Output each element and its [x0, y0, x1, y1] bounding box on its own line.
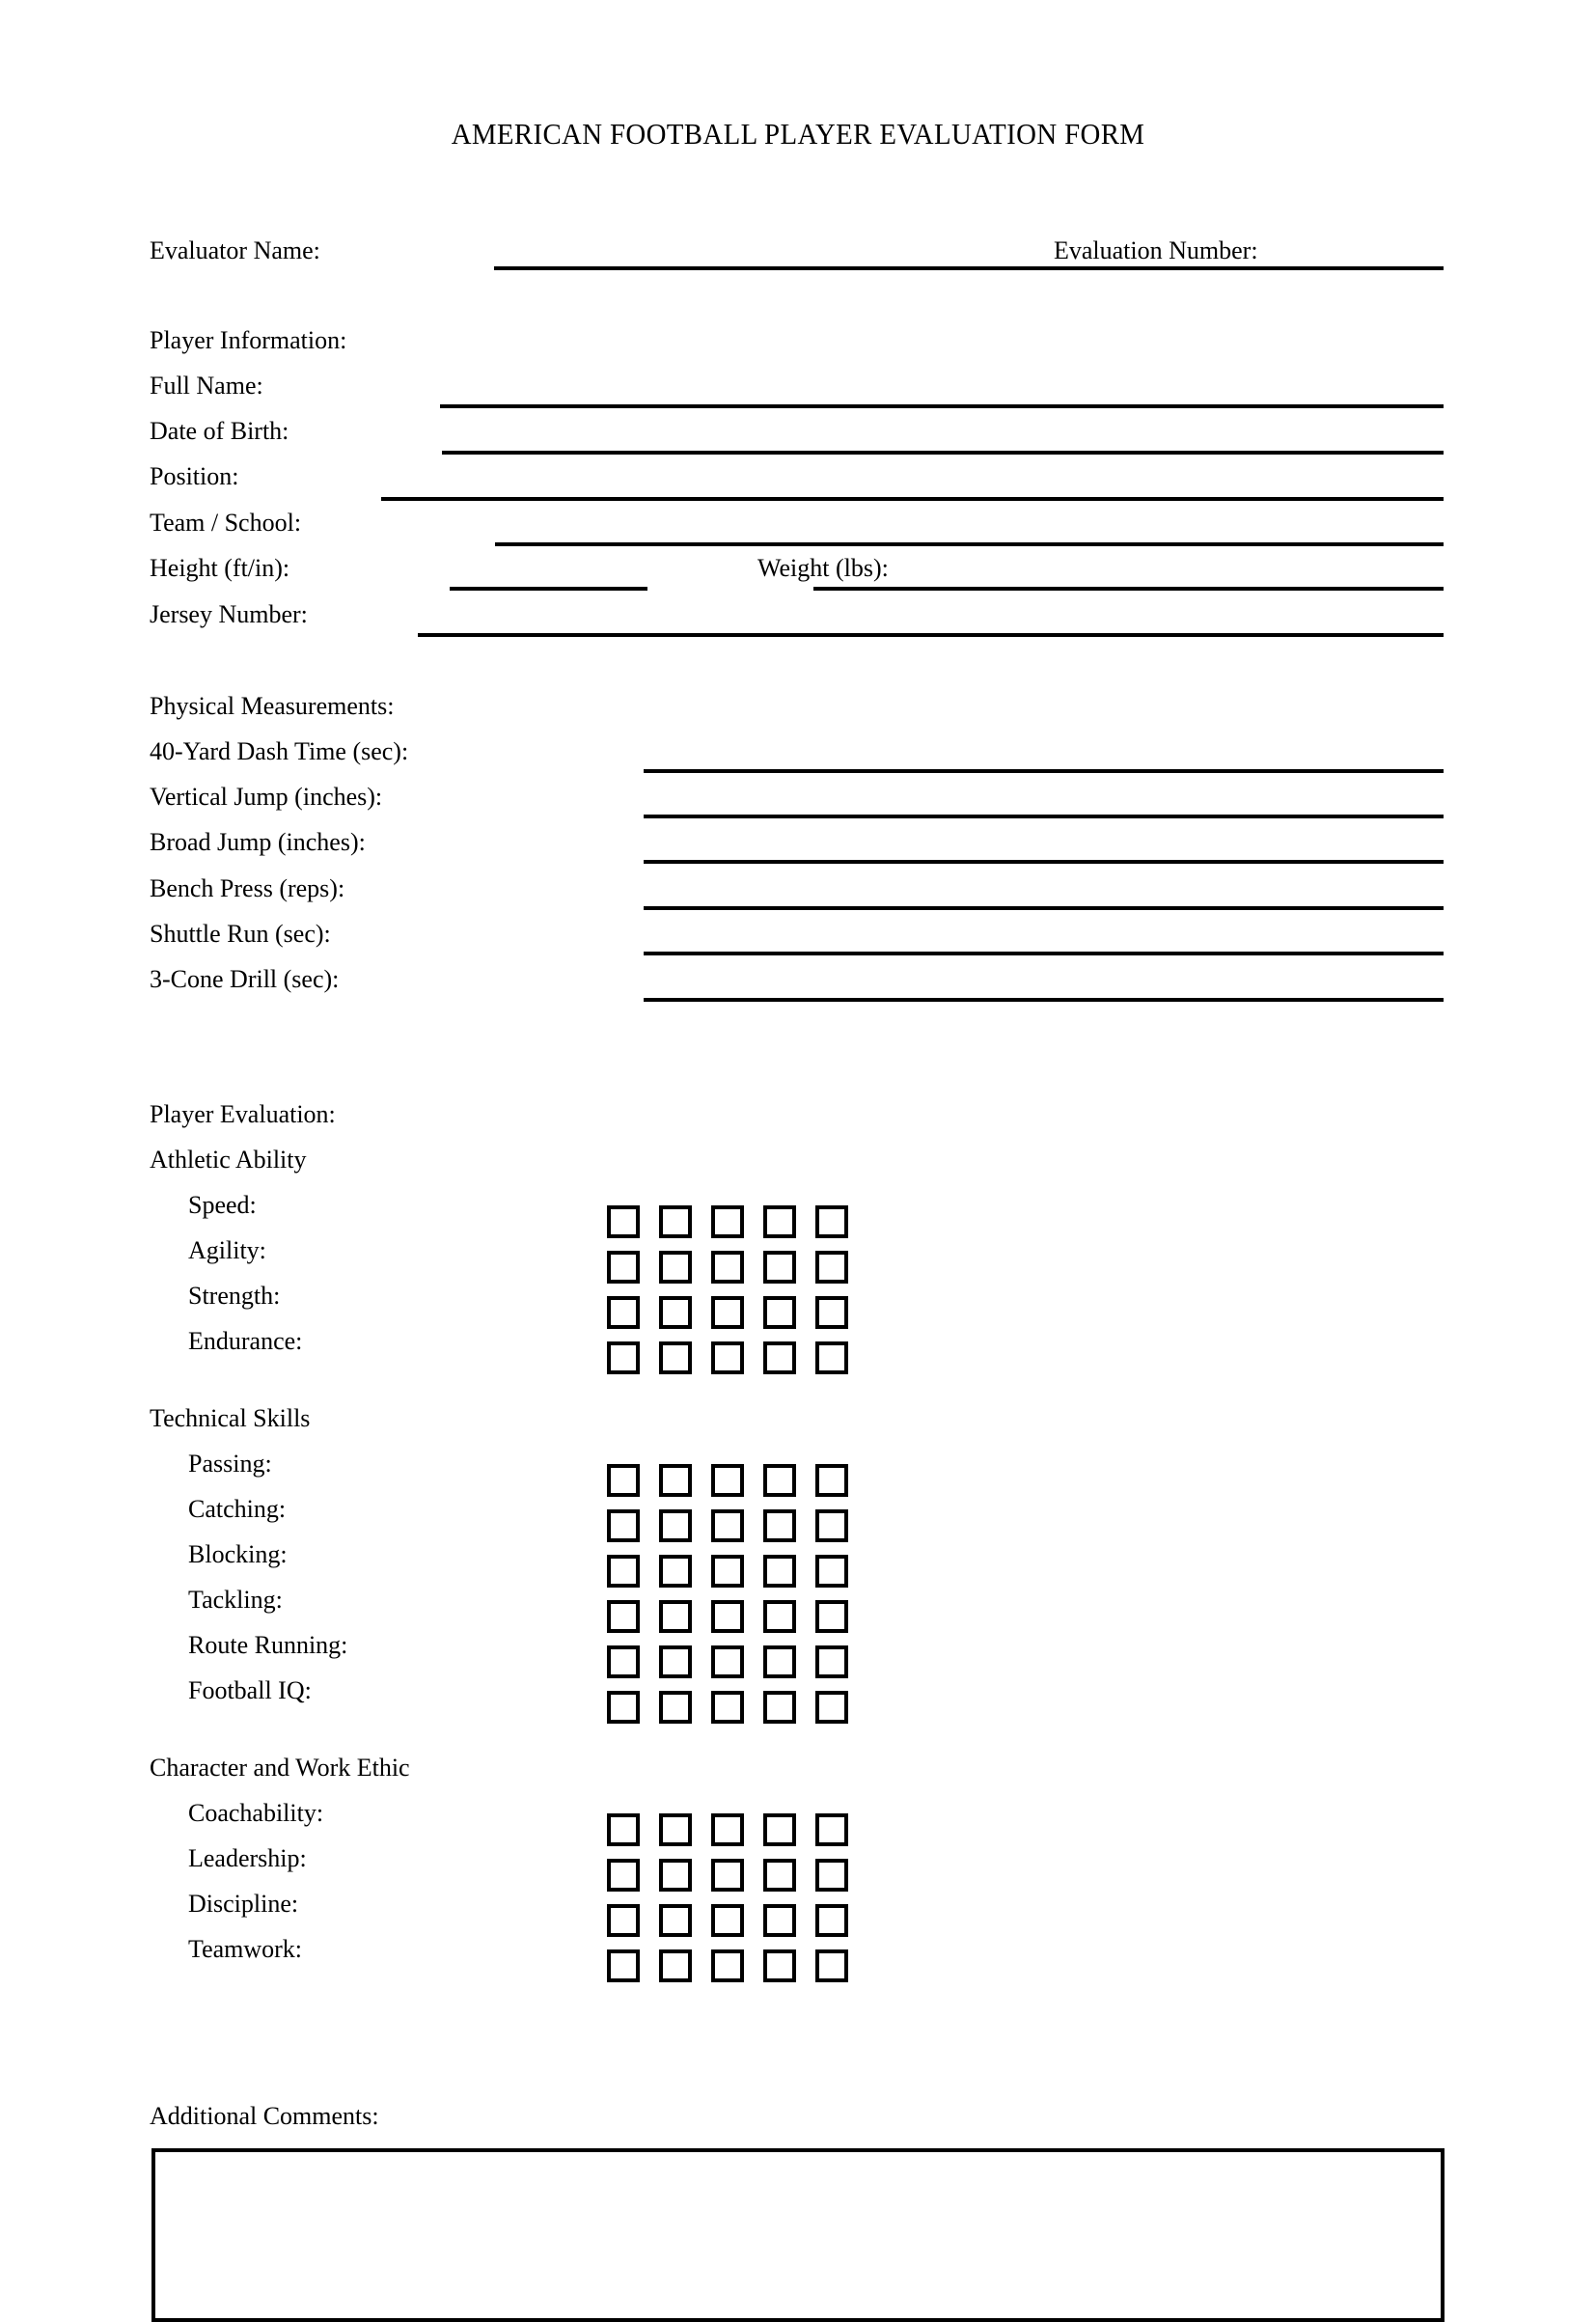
rating-checkbox-football-iq-2[interactable] — [659, 1691, 692, 1724]
rating-checkbox-leadership-2[interactable] — [659, 1859, 692, 1892]
rating-checkbox-leadership-4[interactable] — [763, 1859, 796, 1892]
rating-checkbox-endurance-5[interactable] — [815, 1341, 848, 1374]
additional-comments-textarea[interactable] — [151, 2148, 1445, 2322]
jersey-number-label: Jersey Number: — [150, 600, 308, 628]
group-heading-technical-skills: Technical Skills — [150, 1404, 311, 1432]
rating-checkbox-coachability-5[interactable] — [815, 1813, 848, 1846]
rating-label-coachability: Coachability: — [188, 1799, 324, 1827]
rating-checkbox-football-iq-3[interactable] — [711, 1691, 744, 1724]
rating-checkbox-strength-1[interactable] — [607, 1296, 640, 1329]
position-label: Position: — [150, 462, 239, 490]
rating-checkbox-speed-2[interactable] — [659, 1205, 692, 1238]
rating-checkbox-speed-5[interactable] — [815, 1205, 848, 1238]
team-school-label: Team / School: — [150, 509, 302, 537]
rating-checkbox-coachability-4[interactable] — [763, 1813, 796, 1846]
rating-checkbox-tackling-2[interactable] — [659, 1600, 692, 1633]
rating-checkbox-discipline-5[interactable] — [815, 1904, 848, 1937]
broad-jump-input[interactable] — [644, 860, 1444, 864]
group-heading-athletic-ability: Athletic Ability — [150, 1146, 307, 1174]
rating-checkbox-leadership-5[interactable] — [815, 1859, 848, 1892]
dash-40-label: 40-Yard Dash Time (sec): — [150, 737, 409, 765]
rating-checkbox-agility-4[interactable] — [763, 1251, 796, 1284]
weight-label: Weight (lbs): — [757, 554, 889, 582]
date-of-birth-label: Date of Birth: — [150, 417, 289, 445]
rating-checkbox-strength-4[interactable] — [763, 1296, 796, 1329]
rating-label-leadership: Leadership: — [188, 1844, 307, 1872]
rating-label-tackling: Tackling: — [188, 1586, 283, 1614]
physical-measurements-heading: Physical Measurements: — [150, 692, 395, 720]
rating-checkbox-strength-5[interactable] — [815, 1296, 848, 1329]
three-cone-drill-label: 3-Cone Drill (sec): — [150, 965, 340, 993]
evaluator-name-input[interactable] — [494, 266, 1444, 270]
rating-checkbox-passing-4[interactable] — [763, 1464, 796, 1497]
rating-checkbox-discipline-2[interactable] — [659, 1904, 692, 1937]
rating-checkbox-football-iq-1[interactable] — [607, 1691, 640, 1724]
rating-checkbox-agility-5[interactable] — [815, 1251, 848, 1284]
rating-checkbox-blocking-3[interactable] — [711, 1555, 744, 1588]
rating-checkbox-leadership-3[interactable] — [711, 1859, 744, 1892]
rating-checkbox-catching-5[interactable] — [815, 1509, 848, 1542]
rating-label-agility: Agility: — [188, 1236, 266, 1264]
rating-checkbox-blocking-5[interactable] — [815, 1555, 848, 1588]
rating-checkbox-coachability-1[interactable] — [607, 1813, 640, 1846]
rating-checkbox-route-running-4[interactable] — [763, 1645, 796, 1678]
rating-label-passing: Passing: — [188, 1450, 272, 1478]
full-name-label: Full Name: — [150, 372, 263, 400]
rating-checkbox-tackling-5[interactable] — [815, 1600, 848, 1633]
rating-checkbox-tackling-3[interactable] — [711, 1600, 744, 1633]
rating-checkbox-teamwork-4[interactable] — [763, 1949, 796, 1982]
rating-checkbox-route-running-3[interactable] — [711, 1645, 744, 1678]
full-name-input[interactable] — [440, 404, 1444, 408]
three-cone-drill-input[interactable] — [644, 998, 1444, 1002]
additional-comments-label: Additional Comments: — [150, 2102, 379, 2130]
rating-checkbox-endurance-2[interactable] — [659, 1341, 692, 1374]
rating-checkbox-route-running-1[interactable] — [607, 1645, 640, 1678]
rating-checkbox-endurance-1[interactable] — [607, 1341, 640, 1374]
rating-label-strength: Strength: — [188, 1282, 281, 1310]
rating-checkbox-passing-3[interactable] — [711, 1464, 744, 1497]
vertical-jump-label: Vertical Jump (inches): — [150, 783, 383, 811]
rating-checkbox-passing-1[interactable] — [607, 1464, 640, 1497]
rating-checkbox-agility-2[interactable] — [659, 1251, 692, 1284]
player-evaluation-heading: Player Evaluation: — [150, 1100, 336, 1128]
rating-checkbox-catching-4[interactable] — [763, 1509, 796, 1542]
player-information-heading: Player Information: — [150, 326, 347, 354]
shuttle-run-label: Shuttle Run (sec): — [150, 920, 331, 948]
rating-checkbox-discipline-4[interactable] — [763, 1904, 796, 1937]
rating-checkbox-teamwork-5[interactable] — [815, 1949, 848, 1982]
rating-checkbox-tackling-4[interactable] — [763, 1600, 796, 1633]
evaluation-number-label: Evaluation Number: — [1054, 236, 1258, 264]
rating-checkbox-agility-1[interactable] — [607, 1251, 640, 1284]
rating-checkbox-passing-5[interactable] — [815, 1464, 848, 1497]
group-heading-character-work-ethic: Character and Work Ethic — [150, 1754, 410, 1782]
rating-checkbox-blocking-1[interactable] — [607, 1555, 640, 1588]
rating-label-catching: Catching: — [188, 1495, 287, 1523]
bench-press-input[interactable] — [644, 906, 1444, 910]
rating-checkbox-route-running-5[interactable] — [815, 1645, 848, 1678]
rating-checkbox-football-iq-5[interactable] — [815, 1691, 848, 1724]
rating-checkbox-strength-2[interactable] — [659, 1296, 692, 1329]
rating-label-endurance: Endurance: — [188, 1327, 303, 1355]
rating-checkbox-blocking-4[interactable] — [763, 1555, 796, 1588]
rating-checkbox-leadership-1[interactable] — [607, 1859, 640, 1892]
rating-checkbox-catching-2[interactable] — [659, 1509, 692, 1542]
rating-checkbox-speed-1[interactable] — [607, 1205, 640, 1238]
rating-label-football-iq: Football IQ: — [188, 1676, 312, 1704]
bench-press-label: Bench Press (reps): — [150, 874, 345, 902]
height-label: Height (ft/in): — [150, 554, 290, 582]
position-input[interactable] — [381, 497, 1444, 501]
rating-checkbox-discipline-1[interactable] — [607, 1904, 640, 1937]
rating-label-teamwork: Teamwork: — [188, 1935, 303, 1963]
team-school-input[interactable] — [495, 542, 1444, 546]
rating-checkbox-catching-3[interactable] — [711, 1509, 744, 1542]
rating-checkbox-route-running-2[interactable] — [659, 1645, 692, 1678]
vertical-jump-input[interactable] — [644, 815, 1444, 818]
page-title: AMERICAN FOOTBALL PLAYER EVALUATION FORM — [451, 117, 1145, 151]
broad-jump-label: Broad Jump (inches): — [150, 828, 366, 856]
rating-checkbox-discipline-3[interactable] — [711, 1904, 744, 1937]
rating-checkbox-blocking-2[interactable] — [659, 1555, 692, 1588]
rating-label-route-running: Route Running: — [188, 1631, 348, 1659]
rating-checkbox-teamwork-2[interactable] — [659, 1949, 692, 1982]
rating-checkbox-coachability-3[interactable] — [711, 1813, 744, 1846]
dash-40-input[interactable] — [644, 769, 1444, 773]
rating-checkbox-speed-3[interactable] — [711, 1205, 744, 1238]
rating-checkbox-agility-3[interactable] — [711, 1251, 744, 1284]
rating-checkbox-football-iq-4[interactable] — [763, 1691, 796, 1724]
rating-checkbox-catching-1[interactable] — [607, 1509, 640, 1542]
rating-checkbox-speed-4[interactable] — [763, 1205, 796, 1238]
rating-checkbox-tackling-1[interactable] — [607, 1600, 640, 1633]
rating-checkbox-strength-3[interactable] — [711, 1296, 744, 1329]
rating-checkbox-teamwork-1[interactable] — [607, 1949, 640, 1982]
rating-checkbox-endurance-4[interactable] — [763, 1341, 796, 1374]
shuttle-run-input[interactable] — [644, 952, 1444, 955]
rating-checkbox-coachability-2[interactable] — [659, 1813, 692, 1846]
rating-checkbox-passing-2[interactable] — [659, 1464, 692, 1497]
rating-label-discipline: Discipline: — [188, 1890, 299, 1918]
rating-checkbox-teamwork-3[interactable] — [711, 1949, 744, 1982]
jersey-number-input[interactable] — [418, 633, 1444, 637]
weight-input[interactable] — [813, 587, 1444, 591]
rating-checkbox-endurance-3[interactable] — [711, 1341, 744, 1374]
rating-label-blocking: Blocking: — [188, 1540, 288, 1568]
height-input[interactable] — [450, 587, 647, 591]
rating-label-speed: Speed: — [188, 1191, 257, 1219]
date-of-birth-input[interactable] — [442, 451, 1444, 455]
evaluator-name-label: Evaluator Name: — [150, 236, 320, 264]
